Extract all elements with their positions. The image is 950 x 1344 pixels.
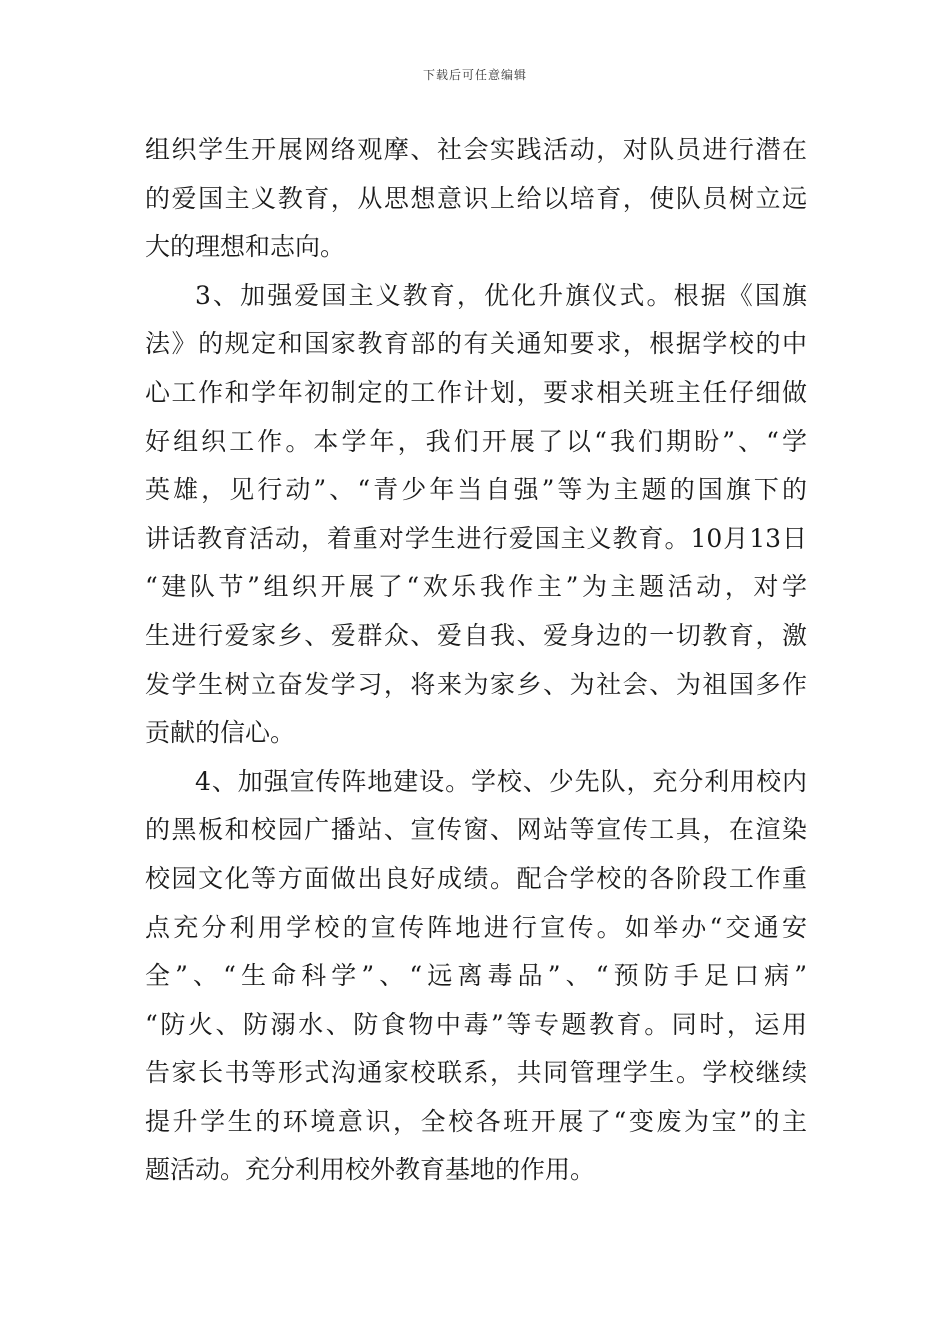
text-line: 贡献的信心。 <box>145 718 296 748</box>
text-line: 提升学生的环境意识，全校各班开展了“变废为宝”的主 <box>145 1106 807 1136</box>
text-line: 组织学生开展网络观摩、社会实践活动，对队员进行潜在 <box>145 135 807 164</box>
text-line: 的爱国主义教育，从思想意识上给以培育，使队员树立远 <box>145 183 807 213</box>
text-line: 讲话教育活动，着重对学生进行爱国主义教育。10月13日 <box>145 523 807 553</box>
text-line: 4、加强宣传阵地建设。学校、少先队，充分利用校内 <box>195 766 807 796</box>
text-line: 题活动。充分利用校外教育基地的作用。 <box>145 1155 596 1185</box>
paragraph <box>145 758 807 1195</box>
text-line: 告家长书等形式沟通家校联系，共同管理学生。学校继续 <box>145 1058 807 1088</box>
paragraph <box>145 272 807 758</box>
text-line: 校园文化等方面做出良好成绩。配合学校的各阶段工作重 <box>145 863 807 893</box>
text-line: 英雄，见行动”、“青少年当自强”等为主题的国旗下的 <box>145 475 807 505</box>
document-body <box>145 126 807 1195</box>
text-line: 法》的规定和国家教育部的有关通知要求，根据学校的中 <box>145 329 807 359</box>
text-line: 3、加强爱国主义教育，优化升旗仪式。根据《国旗 <box>195 280 807 310</box>
text-line: “防火、防溺水、防食物中毒”等专题教育。同时，运用 <box>145 1009 807 1039</box>
text-line: 生进行爱家乡、爱群众、爱自我、爱身边的一切教育，激 <box>145 620 807 650</box>
paragraph <box>145 126 807 272</box>
text-line: 心工作和学年初制定的工作计划，要求相关班主任仔细做 <box>145 377 807 407</box>
text-line: 全”、“生命科学”、“远离毒品”、“预防手足口病” <box>145 961 807 991</box>
text-line: 点充分利用学校的宣传阵地进行宣传。如举办“交通安 <box>145 912 807 942</box>
text-line: 的黑板和校园广播站、宣传窗、网站等宣传工具，在渲染 <box>145 815 807 845</box>
page-header-note: 下载后可任意编辑 <box>422 68 527 82</box>
text-line: 发学生树立奋发学习，将来为家乡、为社会、为祖国多作 <box>145 669 807 699</box>
text-line: “建队节”组织开展了“欢乐我作主”为主题活动，对学 <box>145 572 807 602</box>
text-line: 大的理想和志向。 <box>145 232 346 262</box>
text-line: 好组织工作。本学年，我们开展了以“我们期盼”、“学 <box>145 426 807 456</box>
